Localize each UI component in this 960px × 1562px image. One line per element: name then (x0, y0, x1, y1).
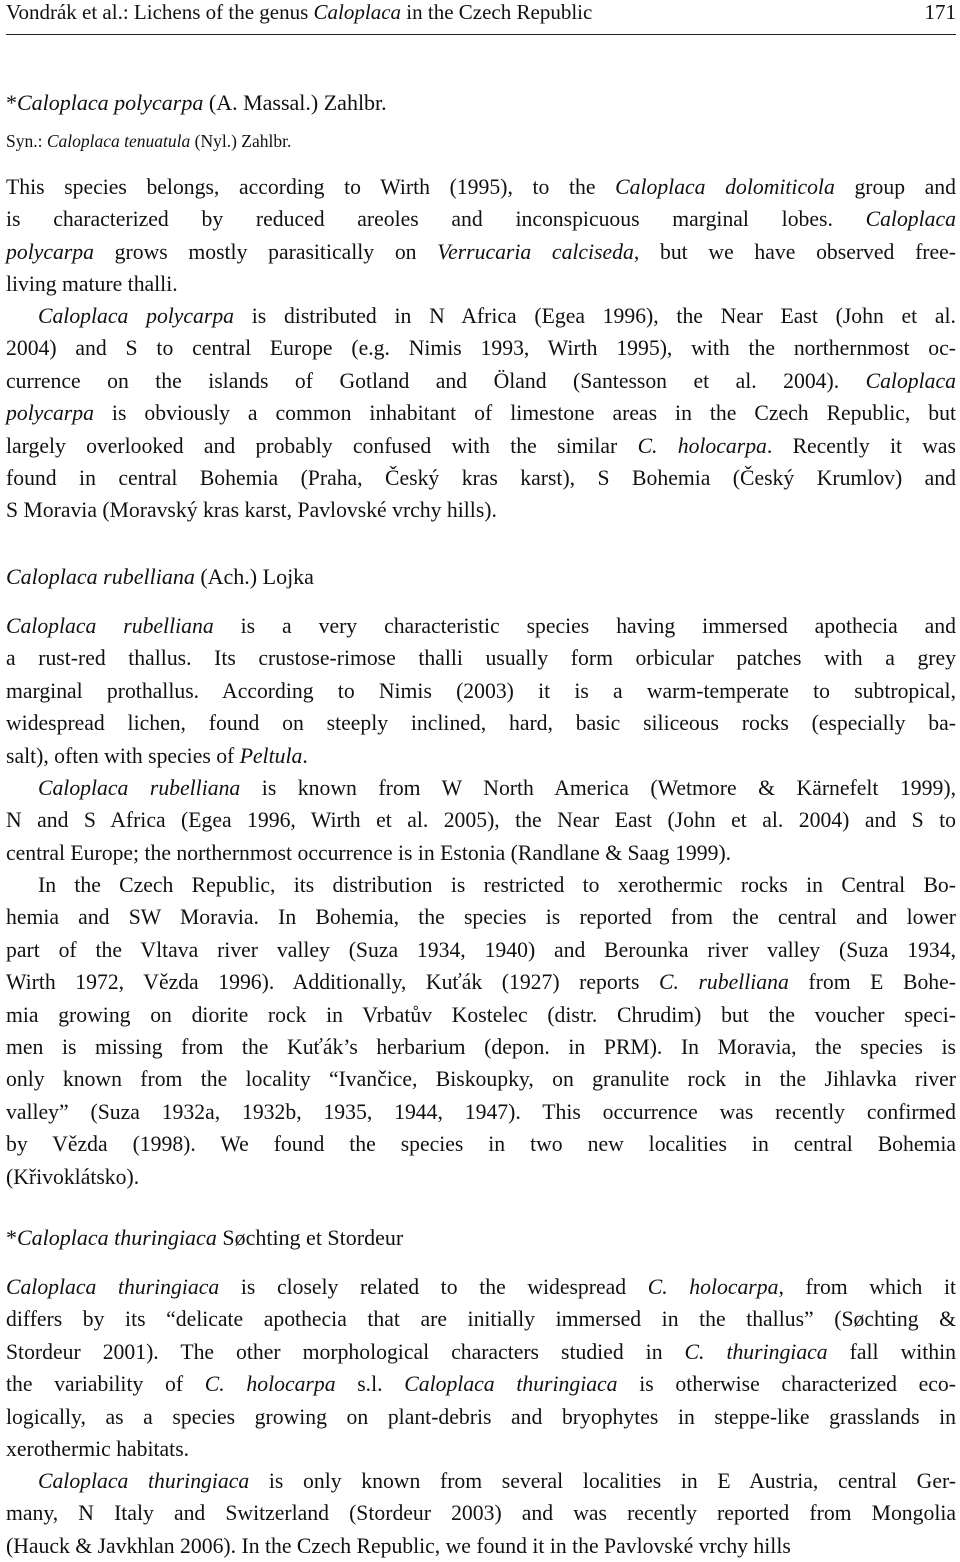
text-line: Stordeur 2001). The other morphological characters studied in C. thuringiaca fall within (6, 1339, 956, 1364)
paragraph (6, 869, 956, 1193)
species-author: (Ach.) Lojka (194, 564, 314, 589)
text-line: widespread lichen, found on steeply inclined, hard, basic siliceous rocks (especially ba- (6, 711, 956, 736)
text-line: In the Czech Republic, its distribution is restricted to xerothermic rocks in Central Bo- (38, 873, 956, 897)
paragraph (6, 1271, 956, 1465)
paragraph (6, 772, 956, 869)
text-line: valley” (Suza 1932a, 1932b, 1935, 1944, 1947). This occurrence was recently confirmed (6, 1099, 956, 1124)
text-line: the variability of C. holocarpa s.l. Caloplaca thuringiaca is otherwise characterized eco- (6, 1372, 956, 1397)
text-line: N and S Africa (Egea 1996, Wirth et al. 2005), the Near East (John et al. 2004) and S to (6, 808, 956, 833)
italic-taxon: polycarpa (6, 239, 94, 264)
italic-taxon: Caloplaca dolomiticola (615, 175, 835, 199)
synonym-label: Syn.: (6, 131, 47, 151)
italic-taxon: Caloplaca polycarpa (38, 304, 235, 328)
text-line: is characterized by reduced areoles and inconspicuous marginal lobes. Caloplaca (6, 207, 956, 232)
species-name: Caloplaca rubelliana (6, 564, 195, 589)
italic-taxon: C. rubelliana (658, 970, 789, 995)
text-line: Caloplaca rubelliana is a very characteristic species having immersed apothecia and (6, 614, 956, 638)
species-name: Caloplaca thuringiaca (17, 1225, 217, 1250)
species-heading-polycarpa (6, 87, 956, 119)
synonym-line (6, 129, 956, 153)
paragraph (6, 300, 956, 527)
new-record-mark: * (6, 1225, 17, 1250)
text-line: by Vězda (1998). We found the species in two new localities in central Bohemia (6, 1132, 956, 1157)
running-title-text: Lichens of the genus (133, 0, 314, 24)
running-title (6, 0, 592, 24)
text-line: found in central Bohemia (Praha, Český kras karst), S Bohemia (Český Krumlov) and (6, 466, 956, 491)
synonym-author: (Nyl.) Zahlbr. (190, 131, 292, 151)
italic-taxon: Caloplaca rubelliana (6, 614, 214, 638)
paragraph (6, 171, 956, 301)
species-heading-thuringiaca (6, 1222, 956, 1254)
italic-taxon: Caloplaca thuringiaca (404, 1372, 618, 1397)
italic-taxon: Peltula (239, 743, 303, 768)
text-line: many, N Italy and Switzerland (Stordeur 2003) and was recently reported from Mongolia (6, 1501, 956, 1526)
text-line: men is missing from the Kuťák’s herbarium (depon. in PRM). In Moravia, the species is (6, 1035, 956, 1060)
new-record-mark: * (6, 90, 17, 115)
running-title-genus: Caloplaca (313, 0, 402, 24)
text-line: part of the Vltava river valley (Suza 1934, 1940) and Berounka river valley (Suza 1934, (6, 937, 956, 962)
text-line: hemia and SW Moravia. In Bohemia, the species is reported from the central and lower (6, 905, 956, 930)
page-number: 171 (924, 0, 956, 24)
text-line: (Hauck & Javkhlan 2006). In the Czech Republic, we found it in the Pavlovské vrchy hills (6, 1533, 791, 1558)
text-line: polycarpa grows mostly parasitically on Verrucaria calciseda, but we have observed free- (6, 239, 956, 264)
text-line: mia growing on diorite rock in Vrbatův Kostelec (distr. Chrudim) but the voucher speci- (6, 1002, 956, 1027)
italic-taxon: Verrucaria calciseda (437, 239, 634, 264)
text-line: Caloplaca thuringiaca is only known from several localities in E Austria, central Ger- (38, 1469, 956, 1493)
italic-taxon: Caloplaca (865, 207, 956, 232)
text-line: This species belongs, according to Wirth (1995), to the Caloplaca dolomiticola group and (6, 175, 956, 199)
italic-taxon: C. holocarpa (204, 1372, 336, 1397)
paragraph (6, 1465, 956, 1562)
italic-taxon: C. holocarpa (637, 433, 767, 458)
italic-taxon: Caloplaca rubelliana (38, 776, 241, 800)
text-line: 2004) and S to central Europe (e.g. Nimis 1993, Wirth 1995), with the northernmost oc- (6, 336, 956, 361)
text-line: Caloplaca rubelliana is known from W North America (Wetmore & Kärnefelt 1999), (38, 776, 956, 800)
paragraph (6, 610, 956, 772)
running-head (6, 0, 956, 35)
text-line: Wirth 1972, Vězda 1996). Additionally, Kuťák (1927) reports C. rubelliana from E Bohe- (6, 970, 957, 995)
italic-taxon: Caloplaca thuringiaca (6, 1275, 220, 1299)
italic-taxon: polycarpa (6, 401, 94, 426)
text-line: (Křivoklátsko). (6, 1164, 140, 1189)
text-line: marginal prothallus. According to Nimis (2003) it is a warm-temperate to subtropical, (6, 678, 956, 703)
journal-page (6, 0, 957, 1558)
synonym-name: Caloplaca tenuatula (46, 131, 191, 151)
text-line: a rust-red thallus. Its crustose-rimose thalli usually form orbicular patches with a grey (6, 646, 956, 671)
italic-taxon: C. holocarpa (647, 1275, 779, 1299)
text-line: living mature thalli. (6, 272, 178, 297)
text-line: differs by its “delicate apothecia that are initially immersed in the thallus” (Søchting & (6, 1307, 956, 1332)
text-line: S Moravia (Moravský kras karst, Pavlovské vrchy hills). (6, 498, 497, 523)
italic-taxon: C. thuringiaca (684, 1339, 828, 1364)
running-title-text-end: in the Czech Republic (401, 0, 593, 24)
text-line: Caloplaca thuringiaca is closely related to the widespread C. holocarpa, from which it (6, 1275, 956, 1299)
text-line: logically, as a species growing on plant-debris and bryophytes in steppe-like grasslands in (6, 1404, 956, 1429)
running-title-authors: Vondrák et al.: (6, 0, 134, 24)
italic-taxon: Caloplaca (865, 368, 956, 393)
species-heading-rubelliana (6, 561, 956, 593)
species-author: (A. Massal.) Zahlbr. (203, 90, 387, 115)
italic-taxon: Caloplaca thuringiaca (38, 1469, 250, 1493)
species-author: Søchting et Stordeur (216, 1225, 404, 1250)
text-line: xerothermic habitats. (6, 1437, 190, 1462)
text-line: salt), often with species of Peltula. (6, 743, 308, 768)
text-line: central Europe; the northernmost occurrence is in Estonia (Randlane & Saag 1999). (6, 840, 732, 865)
text-line: Caloplaca polycarpa is distributed in N Africa (Egea 1996), the Near East (John et al. (38, 304, 956, 328)
text-line: currence on the islands of Gotland and Öland (Santesson et al. 2004). Caloplaca (6, 368, 956, 393)
text-line: only known from the locality “Ivančice, Biskoupky, on granulite rock in the Jihlavka river (6, 1067, 956, 1092)
text-line: polycarpa is obviously a common inhabitant of limestone areas in the Czech Republic, but (6, 401, 956, 426)
species-name: Caloplaca polycarpa (17, 90, 204, 115)
text-line: largely overlooked and probably confused with the similar C. holocarpa. Recently it was (6, 433, 956, 458)
